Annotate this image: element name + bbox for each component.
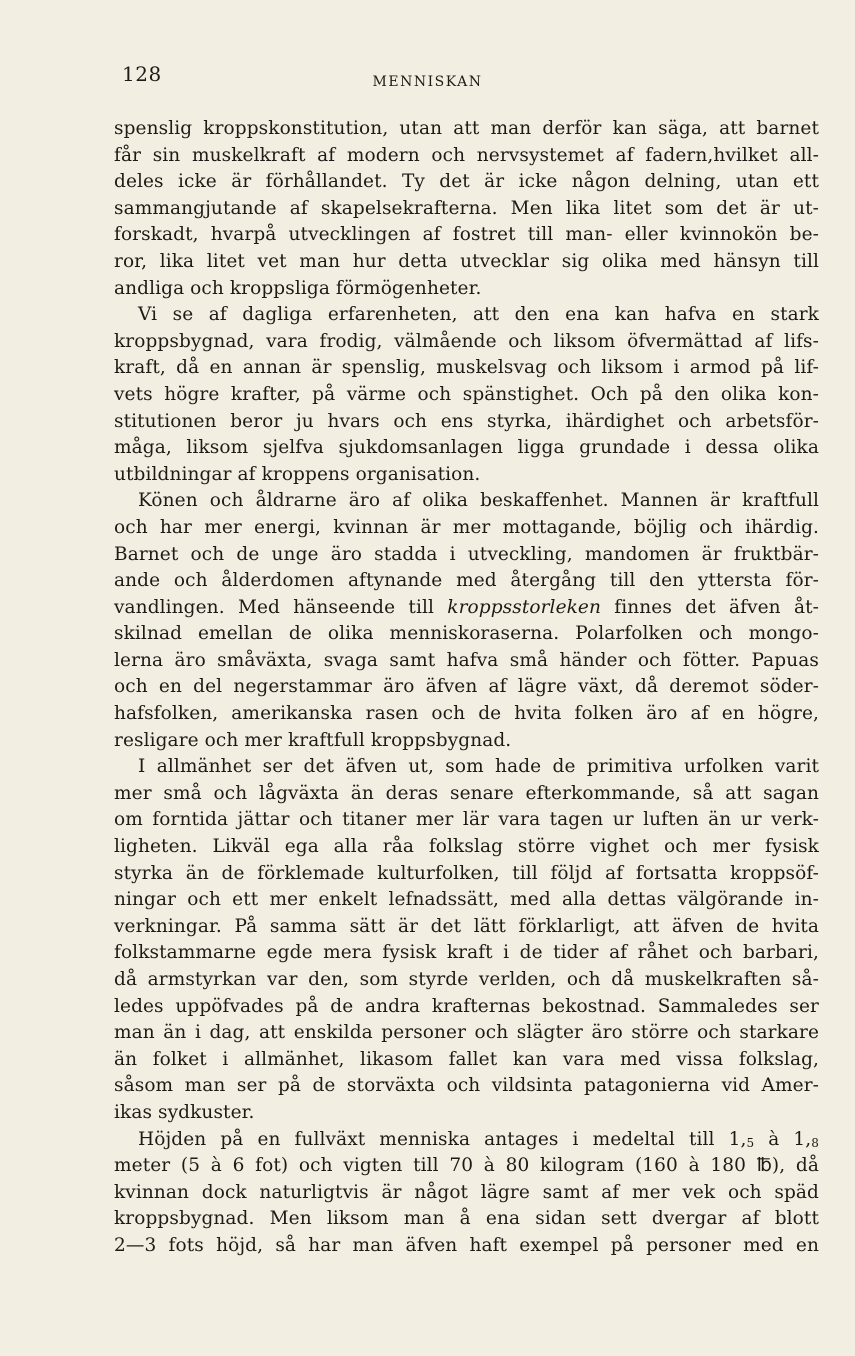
- text-line: och en del negerstammar äro äfven af lägre växt, då deremot söder-: [114, 676, 819, 698]
- text-line: ledes uppöfvades på de andra krafternas bekostnad. Sammaledes ser: [114, 995, 819, 1017]
- text-line: får sin muskelkraft af modern och nervsystemet af fadern,hvilket all-: [114, 144, 819, 166]
- text-line: hafsfolken, amerikanska rasen och de hvita folken äro af en högre,: [114, 703, 819, 725]
- body-text: [114, 116, 819, 1260]
- text-segment: à 1,: [754, 1128, 812, 1150]
- text-segment: finnes det äfven åt-: [601, 596, 819, 618]
- text-line: ligheten. Likväl ega alla råa folkslag större vighet och mer fysisk: [114, 836, 819, 858]
- text-line: än folket i allmänhet, likasom fallet kan vara med vissa folkslag,: [114, 1048, 819, 1070]
- text-line: I allmänhet ser det äfven ut, som hade de primitiva urfolken varit: [138, 756, 819, 778]
- text-line: meter (5 à 6 fot) och vigten till 70 à 80 kilogram (160 à 180 ℔), då: [114, 1155, 819, 1177]
- text-line: såsom man ser på de storväxta och vildsinta patagonierna vid Amer-: [114, 1075, 819, 1097]
- text-line: ror, lika litet vet man hur detta utvecklar sig olika med hänsyn till: [114, 250, 819, 272]
- text-line: lerna äro småväxta, svaga samt hafva små händer och fötter. Papuas: [114, 649, 819, 671]
- subscript: 5: [746, 1135, 755, 1150]
- text-line: resligare och mer kraftfull kroppsbygnad.: [114, 729, 512, 751]
- text-line: Barnet och de unge äro stadda i utveckling, mandomen är fruktbär-: [114, 543, 819, 565]
- text-line: då armstyrkan var den, som styrde verlden, och då muskelkraften så-: [114, 969, 819, 990]
- text-line: mer små och lågväxta än deras senare efterkommande, så att sagan: [114, 782, 819, 804]
- text-segment: vandlingen. Med hänseende till: [114, 596, 448, 618]
- text-line: [114, 1127, 819, 1154]
- text-line: deles icke är förhållandet. Ty det är icke någon delning, utan ett: [114, 171, 819, 193]
- text-line: folkstammarne egde mera fysisk kraft i de tider af råhet och barbari,: [114, 942, 819, 964]
- text-line: kvinnan dock naturligtvis är något lägre samt af mer vek och späd: [114, 1181, 819, 1203]
- text-line: Vi se af dagliga erfarenheten, att den ena kan hafva en stark: [138, 304, 819, 326]
- text-line: utbildningar af kroppens organisation.: [114, 463, 481, 485]
- text-line: andliga och kroppsliga förmögenheter.: [114, 277, 482, 299]
- text-line: [114, 595, 819, 622]
- text-line: och har mer energi, kvinnan är mer mottagande, böjlig och ihärdig.: [114, 516, 819, 538]
- subscript: 8: [811, 1135, 819, 1150]
- text-segment: Höjden på en fullväxt menniska antages i medeltal till 1,: [138, 1128, 747, 1150]
- text-line: man än i dag, att enskilda personer och slägter äro större och starkare: [114, 1022, 819, 1044]
- text-line: kraft, då en annan är spenslig, muskelsvag och liksom i armod på lif-: [114, 357, 819, 379]
- text-line: kroppsbygnad. Men liksom man å ena sidan sett dvergar af blott: [114, 1208, 819, 1230]
- text-line: styrka än de förklemade kulturfolken, till följd af fortsatta kroppsöf-: [114, 862, 819, 884]
- text-line: sammangjutande af skapelsekrafterna. Men lika litet som det är ut-: [114, 197, 819, 219]
- text-line: verkningar. På samma sätt är det lätt förklarligt, att äfven de hvita: [114, 915, 819, 937]
- text-line: skilnad emellan de olika menniskoraserna. Polarfolken och mongo-: [114, 623, 819, 645]
- text-line: kroppsbygnad, vara frodig, välmående och liksom öfvermättad af lifs-: [114, 330, 819, 352]
- text-line: om forntida jättar och titaner mer lär vara tagen ur luften än ur verk-: [114, 809, 819, 831]
- text-line: ikas sydkuster.: [114, 1101, 255, 1123]
- text-line: forskadt, hvarpå utvecklingen af fostret till man- eller kvinnokön be-: [114, 224, 819, 246]
- text-line: spenslig kroppskonstitution, utan att man derför kan säga, att barnet: [114, 118, 819, 139]
- text-line: vets högre krafter, på värme och spänstighet. Och på den olika kon-: [114, 383, 819, 405]
- text-line: ande och ålderdomen aftynande med återgång till den yttersta för-: [114, 570, 819, 592]
- running-head: MENNISKAN: [372, 74, 483, 90]
- text-line: ningar och ett mer enkelt lefnadssätt, med alla dettas välgörande in-: [114, 889, 819, 911]
- text-line: Könen och åldrarne äro af olika beskaffenhet. Mannen är kraftfull: [138, 490, 819, 512]
- italic-term: kroppsstorleken: [447, 596, 601, 618]
- page-number: 128: [122, 62, 162, 86]
- text-line: stitutionen beror ju hvars och ens styrka, ihärdighet och arbetsför-: [114, 410, 819, 432]
- text-line: måga, liksom sjelfva sjukdomsanlagen ligga grundade i dessa olika: [114, 437, 819, 459]
- text-line: 2—3 fots höjd, så har man äfven haft exempel på personer med en: [114, 1234, 819, 1256]
